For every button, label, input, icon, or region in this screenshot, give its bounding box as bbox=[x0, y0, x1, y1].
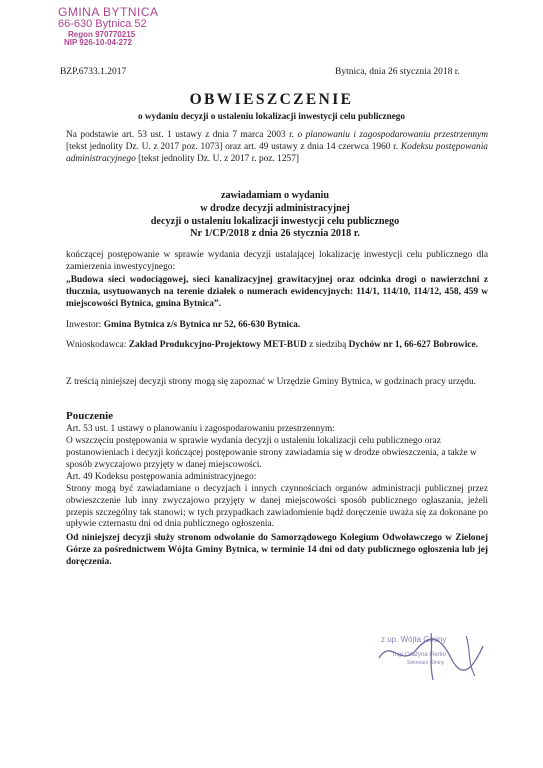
stamp-line-1: GMINA BYTNICA bbox=[58, 5, 159, 19]
stamp-line-2: 66-630 Bytnica 52 bbox=[58, 18, 147, 30]
investor-name: Gmina Bytnica z/s Bytnica nr 52, 66-630 Bytnica. bbox=[103, 320, 301, 330]
announce-line-4: Nr 1/CP/2018 z dnia 26 stycznia 2018 r. bbox=[190, 228, 360, 240]
svg-text:Sekretarz Gminy: Sekretarz Gminy bbox=[407, 660, 445, 666]
info-text: Z treścią niniejszej decyzji strony mogą się zapoznać w Urzędzie Gminy Bytnica, w godzinach pracy urzędu. bbox=[66, 377, 476, 387]
basis-text-3: [tekst jednolity Dz. U. z 2017 r. poz. 1257] bbox=[135, 153, 300, 164]
applicant-label: Wnioskodawca: bbox=[66, 340, 129, 350]
concluding-text: kończącej postępowanie w sprawie wydania decyzji ustalającej lokalizację inwestycji celu publicznego dla zamierzenia inwestycyjnego: bbox=[66, 250, 488, 272]
basis-text-2: [tekst jednolity Dz. U. z 2017 poz. 1073] oraz art. 49 ustawy z dnia 14 czerwca 1960 r. bbox=[66, 141, 401, 152]
investor-label: Inwestor: bbox=[66, 320, 104, 330]
basis-act-2: Kodeksu postępowania administracyjnego bbox=[66, 141, 488, 164]
stamp-line-4: NIP 926-10-04-272 bbox=[64, 38, 132, 47]
announce-line-2: w drodze decyzji administracyjnej bbox=[200, 202, 350, 214]
announcement bbox=[60, 190, 490, 241]
announce-line-3: decyzji o ustaleniu lokalizacji inwestycji celu publicznego bbox=[150, 215, 400, 227]
art53-heading: Art. 53 ust. 1 ustawy o planowaniu i zagospodarowaniu przestrzennym: bbox=[66, 424, 335, 434]
basis-act-1: o planowaniu i zagospodarowaniu przestrzennym bbox=[297, 130, 488, 140]
municipality-stamp bbox=[58, 6, 159, 47]
svg-text:z up. Wójta Gminy: z up. Wójta Gminy bbox=[381, 635, 447, 644]
investor bbox=[66, 320, 488, 332]
instruction-heading: Pouczenie bbox=[66, 410, 114, 422]
page-title: OBWIESZCZENIE bbox=[189, 91, 354, 108]
place-date: Bytnica, dnia 26 stycznia 2018 r. bbox=[335, 67, 460, 77]
applicant-mid: z siedzibą bbox=[306, 340, 349, 350]
reference-number: BZP.6733.1.2017 bbox=[60, 67, 127, 77]
signature-stamp bbox=[371, 628, 491, 688]
svg-text:mgr Grażyna Fierko: mgr Grażyna Fierko bbox=[393, 652, 447, 658]
art49-heading: Art. 49 Kodeksu postępowania administracyjnego: bbox=[66, 472, 257, 482]
basis-text-1: Na podstawie art. 53 ust. 1 ustawy z dnia 7 marca 2003 r. bbox=[66, 130, 298, 140]
applicant-name: Zakład Produkcyjno-Projektowy MET-BUD bbox=[128, 340, 307, 350]
art53-text: O wszczęciu postępowania w sprawie wydania decyzji o ustaleniu lokalizacji celu publicznego oraz postanowieniach i decyzji kończącej postępowanie strony zawiadamia się w drodze obwieszczenia, a także w sposób zwyczajowo przyjęty w danej miejscowości. bbox=[66, 436, 477, 470]
subtitle: o wydaniu decyzji o ustaleniu lokalizacji inwestycji celu publicznego bbox=[138, 111, 405, 121]
stamp-line-3: Regon 970770215 bbox=[68, 30, 136, 39]
applicant bbox=[66, 340, 488, 352]
applicant-address: Dychów nr 1, 66-627 Bobrowice. bbox=[348, 340, 478, 350]
announce-line-1: zawiadamiam o wydaniu bbox=[220, 190, 330, 201]
appeal-text: Od niniejszej decyzji służy stronom odwołanie do Samorządowego Kolegium Odwoławczego w Zielonej Górze za pośrednictwem Wójta Gminy Bytnica, w terminie 14 dni od daty publicznego ogłoszenia lub jej doręczenia. bbox=[66, 533, 488, 567]
art49-text: Strony mogą być zawiadamiane o decyzjach i innych czynnościach organów administracji publicznej przez obwieszczenie lub inny zwyczajowo przyjęty w danej miejscowości sposób publicznego ogłaszania, jeżeli przepis szczególny tak stanowi; w tych przypadkach zawiadomienie bądź doręczenie uważa się za dokonane po upływie czternastu dni od dnia publicznego ogłoszenia. bbox=[66, 484, 488, 530]
legal-basis bbox=[66, 130, 488, 165]
project-description: „Budowa sieci wodociągowej, sieci kanalizacyjnej grawitacyjnej oraz odcinka drogi o nawierzchni z tłucznia, usytuowanych na terenie działek o numerach ewidencyjnych: 114/1, 114/10, 114/12, 458, 459 w miejscowości Bytnica, gmina Bytnica”. bbox=[66, 275, 488, 309]
